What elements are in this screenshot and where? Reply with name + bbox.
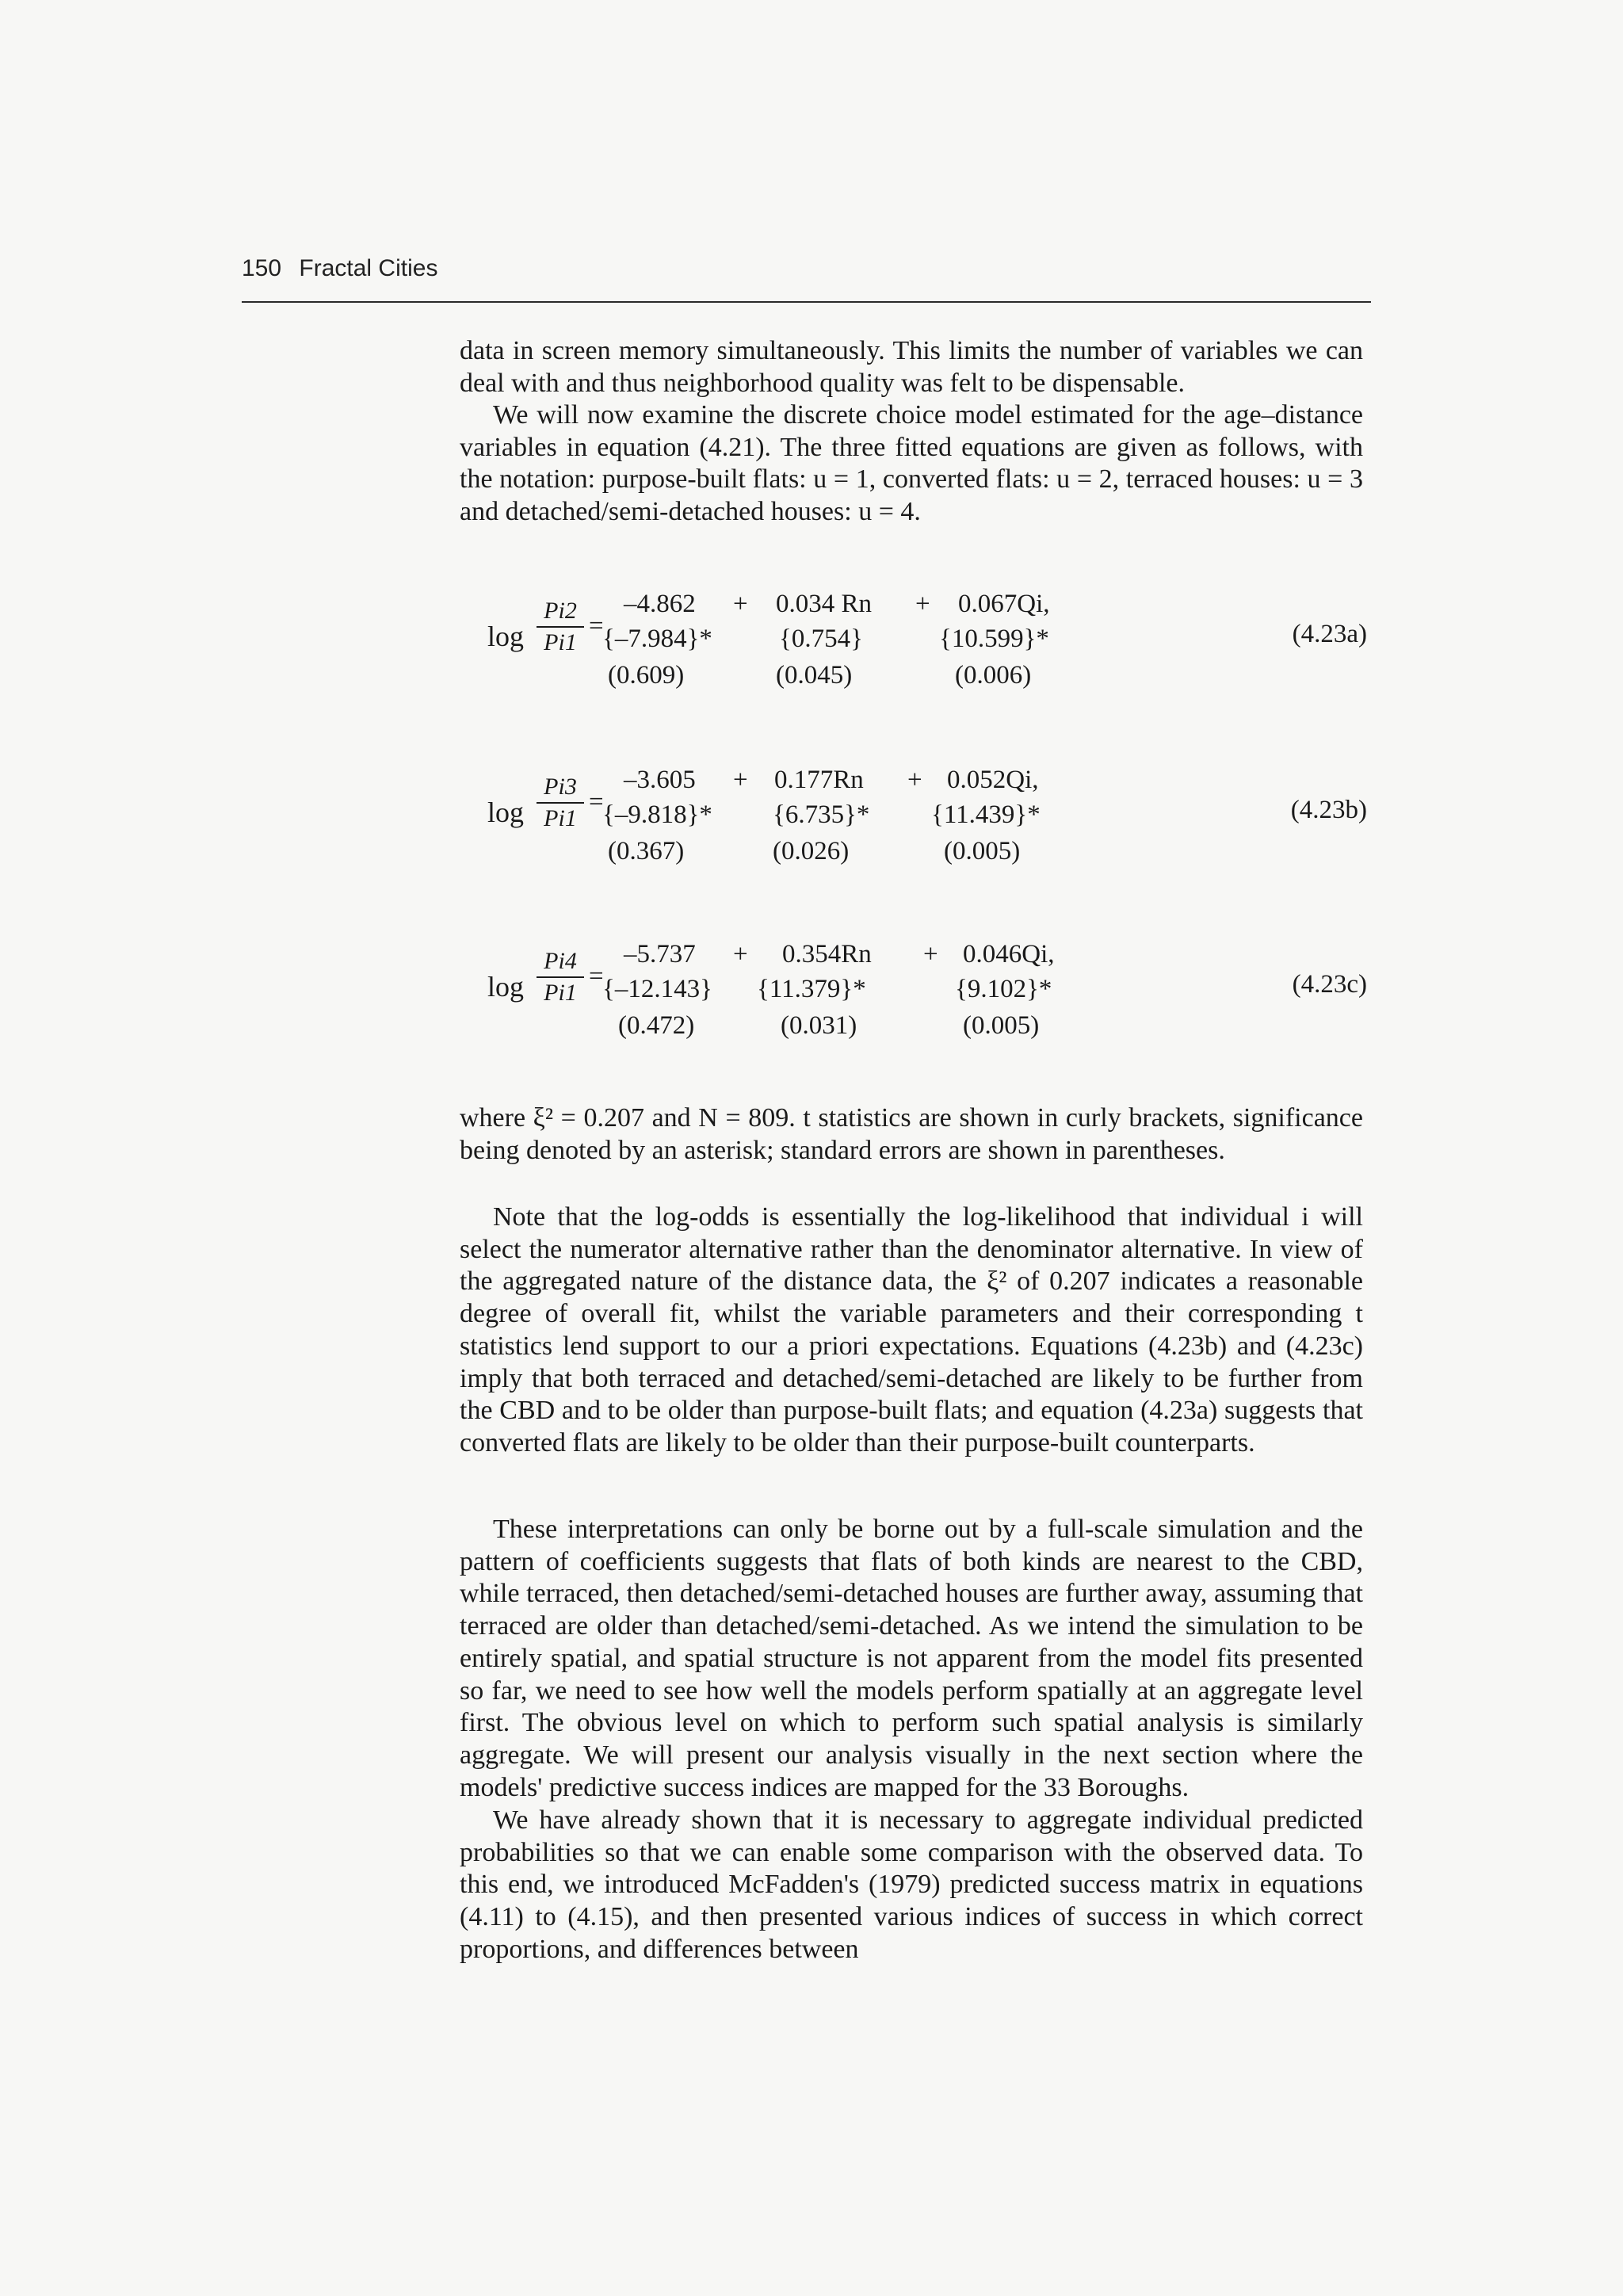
eq-fraction: $\frac{Pi3}{Pi1}$ [537,774,584,832]
eq-r-coef: 0.354Rn [782,940,872,968]
eq-q-se: (0.005) [944,837,1021,865]
paragraph-2: We will now examine the discrete choice model estimated for the age–distance variables in equation (4.21). The three fitted equations are given as follows, with the notation: purpose-built flats: u = 1, converted flats: u = 2, terraced houses: u = 3 and detached/semi-detached houses: u = 4. [460,400,1363,527]
eq-r-se: (0.045) [776,661,853,690]
eq-fraction: $\frac{Pi2}{Pi1}$ [537,598,584,656]
eq-const-t: {–7.984}* [602,625,712,653]
eq-q-coef: 0.052Qi, [947,766,1039,794]
paragraph-5: These interpretations can only be borne out by a full-scale simulation and the pattern of coefficients suggests that flats of both kinds are nearest to the CBD, while terraced, then detached/semi-detached houses are further away, assuming that terraced are older than detached/semi-detached. As we intend the simulation to be entirely spatial, and spatial structure is not apparent from the model fits presented so far, we need to see how well the models perform spatially at an aggregate level first. The obvious level on which to perform such spatial analysis is similarly aggregate. We will present our analysis visually in the next section where the models' predictive success indices are mapped for the 33 Boroughs. [460,1515,1363,1802]
equation-4-23c: log $\frac{Pi4}{Pi1}$ = –5.737 {–12.143} (0.472) + 0.354Rn {11.379}* (0.031) + 0.046Qi, {9.102}* (0.005) (4.23c) [487,940,1367,1040]
paragraph-6: We have already shown that it is necessary to aggregate individual predicted probabilities so that we can enable some comparison with the observed data. To this end, we introduced McFadden's (1979) predicted success matrix in equations (4.11) to (4.15), and then presented various indices of success in which correct proportions, and differences between [460,1805,1363,1964]
eq-r-coef: 0.034 Rn [776,590,873,618]
equation-4-23a: log $\frac{Pi2}{Pi1}$ = –4.862 {–7.984}* (0.609) + 0.034 Rn {0.754} (0.045) + 0.067Qi, {10.599}* (0.006) (4.23a) [487,590,1367,690]
eq-label: (4.23c) [1292,970,1367,999]
eq-log: log [487,621,525,652]
eq-label: (4.23b) [1290,796,1367,824]
eq-const-se: (0.472) [618,1011,695,1040]
eq-q-t: {9.102}* [955,975,1052,1003]
paragraph-1: data in screen memory simultaneously. This limits the number of variables we can deal with and thus neighborhood quality was felt to be dispensable. [460,336,1363,398]
eq-r-t: {11.379}* [757,975,866,1003]
eq-q-se: (0.005) [963,1011,1040,1040]
eq-fraction: $\frac{Pi4}{Pi1}$ [537,948,584,1007]
eq-r-se: (0.031) [781,1011,857,1040]
eq-const-se: (0.367) [608,837,685,865]
eq-q-t: {11.439}* [931,800,1041,829]
eq-q-coef: 0.067Qi, [958,590,1050,618]
eq-label: (4.23a) [1292,620,1367,648]
eq-q-se: (0.006) [955,661,1032,690]
equation-4-23b: log $\frac{Pi3}{Pi1}$ = –3.605 {–9.818}* (0.367) + 0.177Rn {6.735}* (0.026) + 0.052Qi, {11.439}* (0.005) (4.23b) [487,766,1367,865]
eq-const-se: (0.609) [608,661,685,690]
eq-r-t: {0.754} [779,625,863,653]
book-title: Fractal Cities [299,255,438,281]
running-header [242,255,437,282]
page-number: 150 [242,255,282,281]
eq-log: log [487,797,525,828]
eq-r-se: (0.026) [773,837,850,865]
eq-r-t: {6.735}* [773,800,870,829]
eq-q-t: {10.599}* [939,625,1049,653]
eq-const-t: {–12.143} [602,975,712,1003]
eq-const-t: {–9.818}* [602,800,712,829]
eq-log: log [487,971,525,1003]
eq-q-coef: 0.046Qi, [963,940,1055,968]
eq-const: –5.737 [624,940,696,968]
paragraph-3: where ξ² = 0.207 and N = 809. t statistics are shown in curly brackets, significance being denoted by an asterisk; standard errors are shown in parentheses. [460,1103,1363,1165]
eq-r-coef: 0.177Rn [774,766,864,794]
header-rule [242,301,1371,303]
eq-const: –4.862 [624,590,696,618]
paragraph-4: Note that the log-odds is essentially the log-likelihood that individual i will select the numerator alternative rather than the denominator alternative. In view of the aggregated nature of the distance data, the ξ² of 0.207 indicates a reasonable degree of overall fit, whilst the variable parameters and their corresponding t statistics lend support to our a priori expectations. Equations (4.23b) and (4.23c) imply that both terraced and detached/semi-detached are likely to be further from the CBD and to be older than purpose-built flats; and equation (4.23a) suggests that converted flats are likely to be older than their purpose-built counterparts. [460,1202,1363,1457]
eq-const: –3.605 [624,766,696,794]
